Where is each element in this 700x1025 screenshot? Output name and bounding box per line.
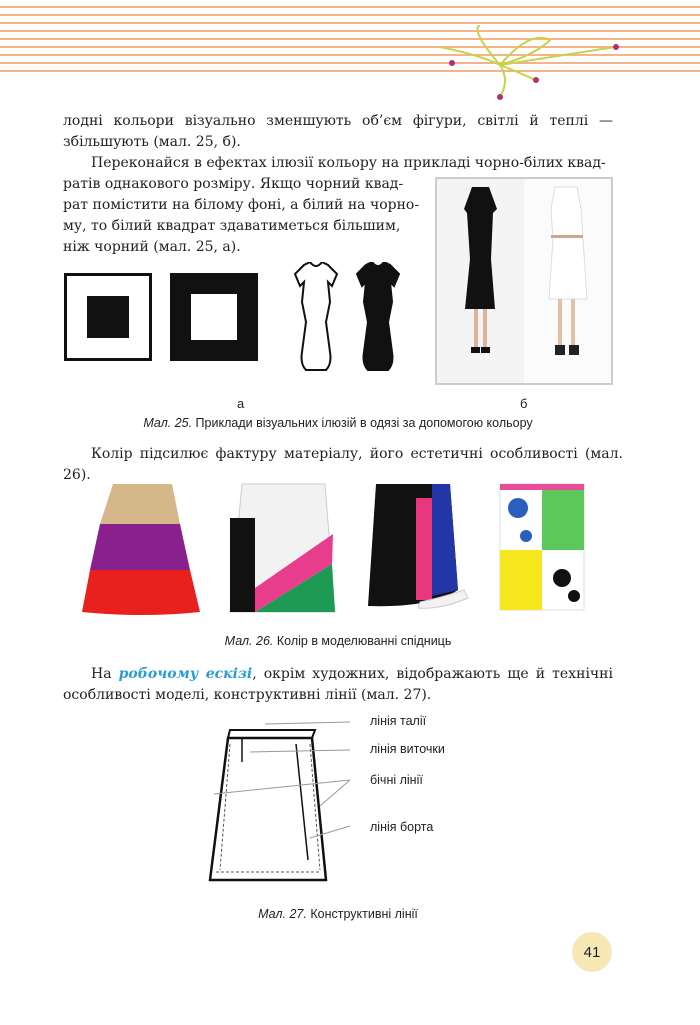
paragraph-1: лодні кольори візуально зменшують об’єм фігури, світлі й теплі — збільшують (мал. 25, б). (63, 113, 613, 150)
figure-25-caption (63, 416, 613, 430)
skirt-black-pink-blue (368, 484, 468, 608)
label-waist-line: лінія талії (370, 714, 427, 728)
term-working-sketch: робочому ескізі (118, 666, 253, 682)
paragraph-4-end: , окрім художних, відображають ще й технічні особливості моделі, конструктивні лінії (мал. 27). (63, 666, 613, 703)
white-inner-square (191, 294, 237, 340)
label-front-edge-line: лінія борта (370, 820, 434, 834)
label-dart-line: лінія виточки (370, 742, 445, 756)
caption-text: Колір в моделюванні спідниць (273, 634, 452, 648)
paragraph-4-start: На (91, 666, 119, 682)
caption-text: Конструктивні лінії (306, 907, 418, 921)
white-dress-outline (295, 262, 337, 370)
skirt-color-block-diagonal (230, 484, 335, 612)
caption-number: Мал. 25. (143, 416, 193, 430)
figure-25-illusion-drawings (64, 262, 424, 377)
caption-number: Мал. 27. (258, 907, 307, 921)
figure-27-caption (63, 907, 613, 921)
figure-25-photo (435, 177, 613, 385)
label-a: а (237, 396, 245, 411)
figure-27-skirt-sketch (200, 710, 380, 910)
paragraph-2-line: ратів однакового розміру. Якщо чорний квад- (63, 176, 404, 192)
skirt-striped-tiers (82, 484, 200, 615)
paragraph-4 (63, 664, 613, 706)
black-dress-silhouette (357, 262, 399, 370)
page-number: 41 (572, 932, 612, 972)
label-b: б (520, 396, 528, 411)
paragraph-2-line: ніж чорний (мал. 25, а). (63, 239, 241, 255)
figure-26-caption (63, 634, 613, 648)
ribbon-bow-decoration (440, 25, 640, 105)
paragraph-2-line: рат помістити на білому фоні, а білий на чорно- (63, 197, 420, 213)
figure-26-skirts (80, 478, 600, 618)
black-inner-square (87, 296, 129, 338)
paragraph-2-line: му, то білий квадрат здаватиметься більшим, (63, 218, 401, 234)
caption-text: Приклади візуальних ілюзій в одязі за допомогою кольору (192, 416, 533, 430)
caption-number: Мал. 26. (224, 634, 274, 648)
skirt-pop-art-patchwork (500, 484, 584, 610)
label-side-lines: бічні лінії (370, 773, 423, 787)
paragraph-2-line: Переконайся в ефектах ілюзії кольору на прикладі чорно-білих квад- (91, 155, 606, 171)
paragraph-3: Колір підсилює фактуру матеріалу, його естетичні особливості (мал. 26). (63, 446, 623, 483)
dresses-photo (437, 179, 611, 383)
